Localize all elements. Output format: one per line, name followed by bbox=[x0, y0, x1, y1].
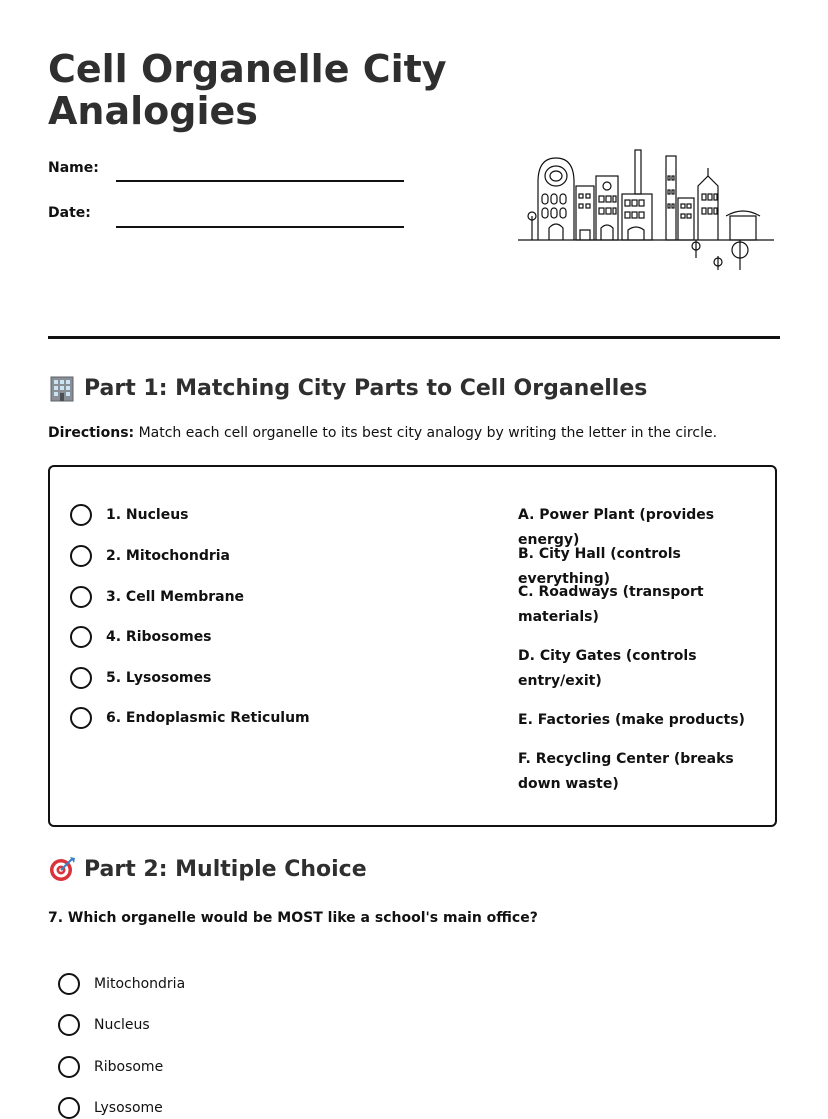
answer-circle[interactable] bbox=[70, 504, 92, 526]
radio-circle[interactable] bbox=[58, 1014, 80, 1036]
option-label: Lysosome bbox=[94, 1100, 163, 1116]
part1-heading bbox=[48, 374, 647, 402]
option-label: Ribosome bbox=[94, 1059, 164, 1075]
option-mitochondria[interactable] bbox=[58, 973, 185, 995]
target-emoji bbox=[48, 855, 76, 883]
question-7: 7. Which organelle would be MOST like a school's main office? bbox=[48, 910, 538, 926]
radio-circle[interactable] bbox=[58, 1056, 80, 1078]
name-field[interactable] bbox=[116, 180, 404, 182]
part2-title: Part 2: Multiple Choice bbox=[84, 856, 367, 882]
option-lysosome[interactable] bbox=[58, 1097, 163, 1119]
option-nucleus[interactable] bbox=[58, 1014, 150, 1036]
analogy-item: E. Factories (make products) bbox=[518, 712, 745, 728]
part1-title: Part 1: Matching City Parts to Cell Organelles bbox=[84, 375, 648, 401]
answer-circle[interactable] bbox=[70, 586, 92, 608]
organelle-label: 6. Endoplasmic Reticulum bbox=[106, 710, 310, 726]
organelle-item bbox=[70, 707, 310, 729]
section-divider bbox=[48, 336, 780, 339]
analogy-item: C. Roadways (transport materials) bbox=[518, 584, 704, 625]
analogy-item: B. City Hall (controls everything) bbox=[518, 546, 681, 587]
radio-circle[interactable] bbox=[58, 973, 80, 995]
organelle-label: 5. Lysosomes bbox=[106, 670, 212, 686]
organelle-label: 3. Cell Membrane bbox=[106, 589, 245, 605]
radio-circle[interactable] bbox=[58, 1097, 80, 1119]
organelle-label: 1. Nucleus bbox=[106, 507, 189, 523]
answer-circle[interactable] bbox=[70, 626, 92, 648]
organelle-item bbox=[70, 586, 244, 608]
office-building-emoji bbox=[48, 374, 76, 402]
organelle-label: 2. Mitochondria bbox=[106, 548, 230, 564]
directions-text bbox=[48, 425, 717, 441]
page-title: Cell Organelle City Analogies bbox=[48, 47, 447, 133]
organelle-item bbox=[70, 545, 230, 567]
option-label: Mitochondria bbox=[94, 976, 186, 992]
answer-circle[interactable] bbox=[70, 707, 92, 729]
part2-heading bbox=[48, 855, 367, 883]
directions-body: Match each cell organelle to its best city analogy by writing the letter in the circle. bbox=[134, 425, 718, 441]
name-label: Name: bbox=[48, 160, 99, 176]
analogy-item: A. Power Plant (provides energy) bbox=[518, 507, 715, 548]
answer-circle[interactable] bbox=[70, 545, 92, 567]
analogy-item: F. Recycling Center (breaks down waste) bbox=[518, 751, 734, 792]
organelle-item bbox=[70, 504, 189, 526]
answer-circle[interactable] bbox=[70, 667, 92, 689]
organelle-item bbox=[70, 667, 211, 689]
date-label: Date: bbox=[48, 205, 91, 221]
option-ribosome[interactable] bbox=[58, 1056, 163, 1078]
analogy-item: D. City Gates (controls entry/exit) bbox=[518, 648, 697, 689]
date-field[interactable] bbox=[116, 226, 404, 228]
city-skyline-illustration bbox=[518, 146, 776, 274]
directions-label: Directions: bbox=[48, 425, 135, 441]
matching-box bbox=[48, 465, 777, 827]
organelle-label: 4. Ribosomes bbox=[106, 629, 212, 645]
organelle-item bbox=[70, 626, 212, 648]
option-label: Nucleus bbox=[94, 1017, 150, 1033]
